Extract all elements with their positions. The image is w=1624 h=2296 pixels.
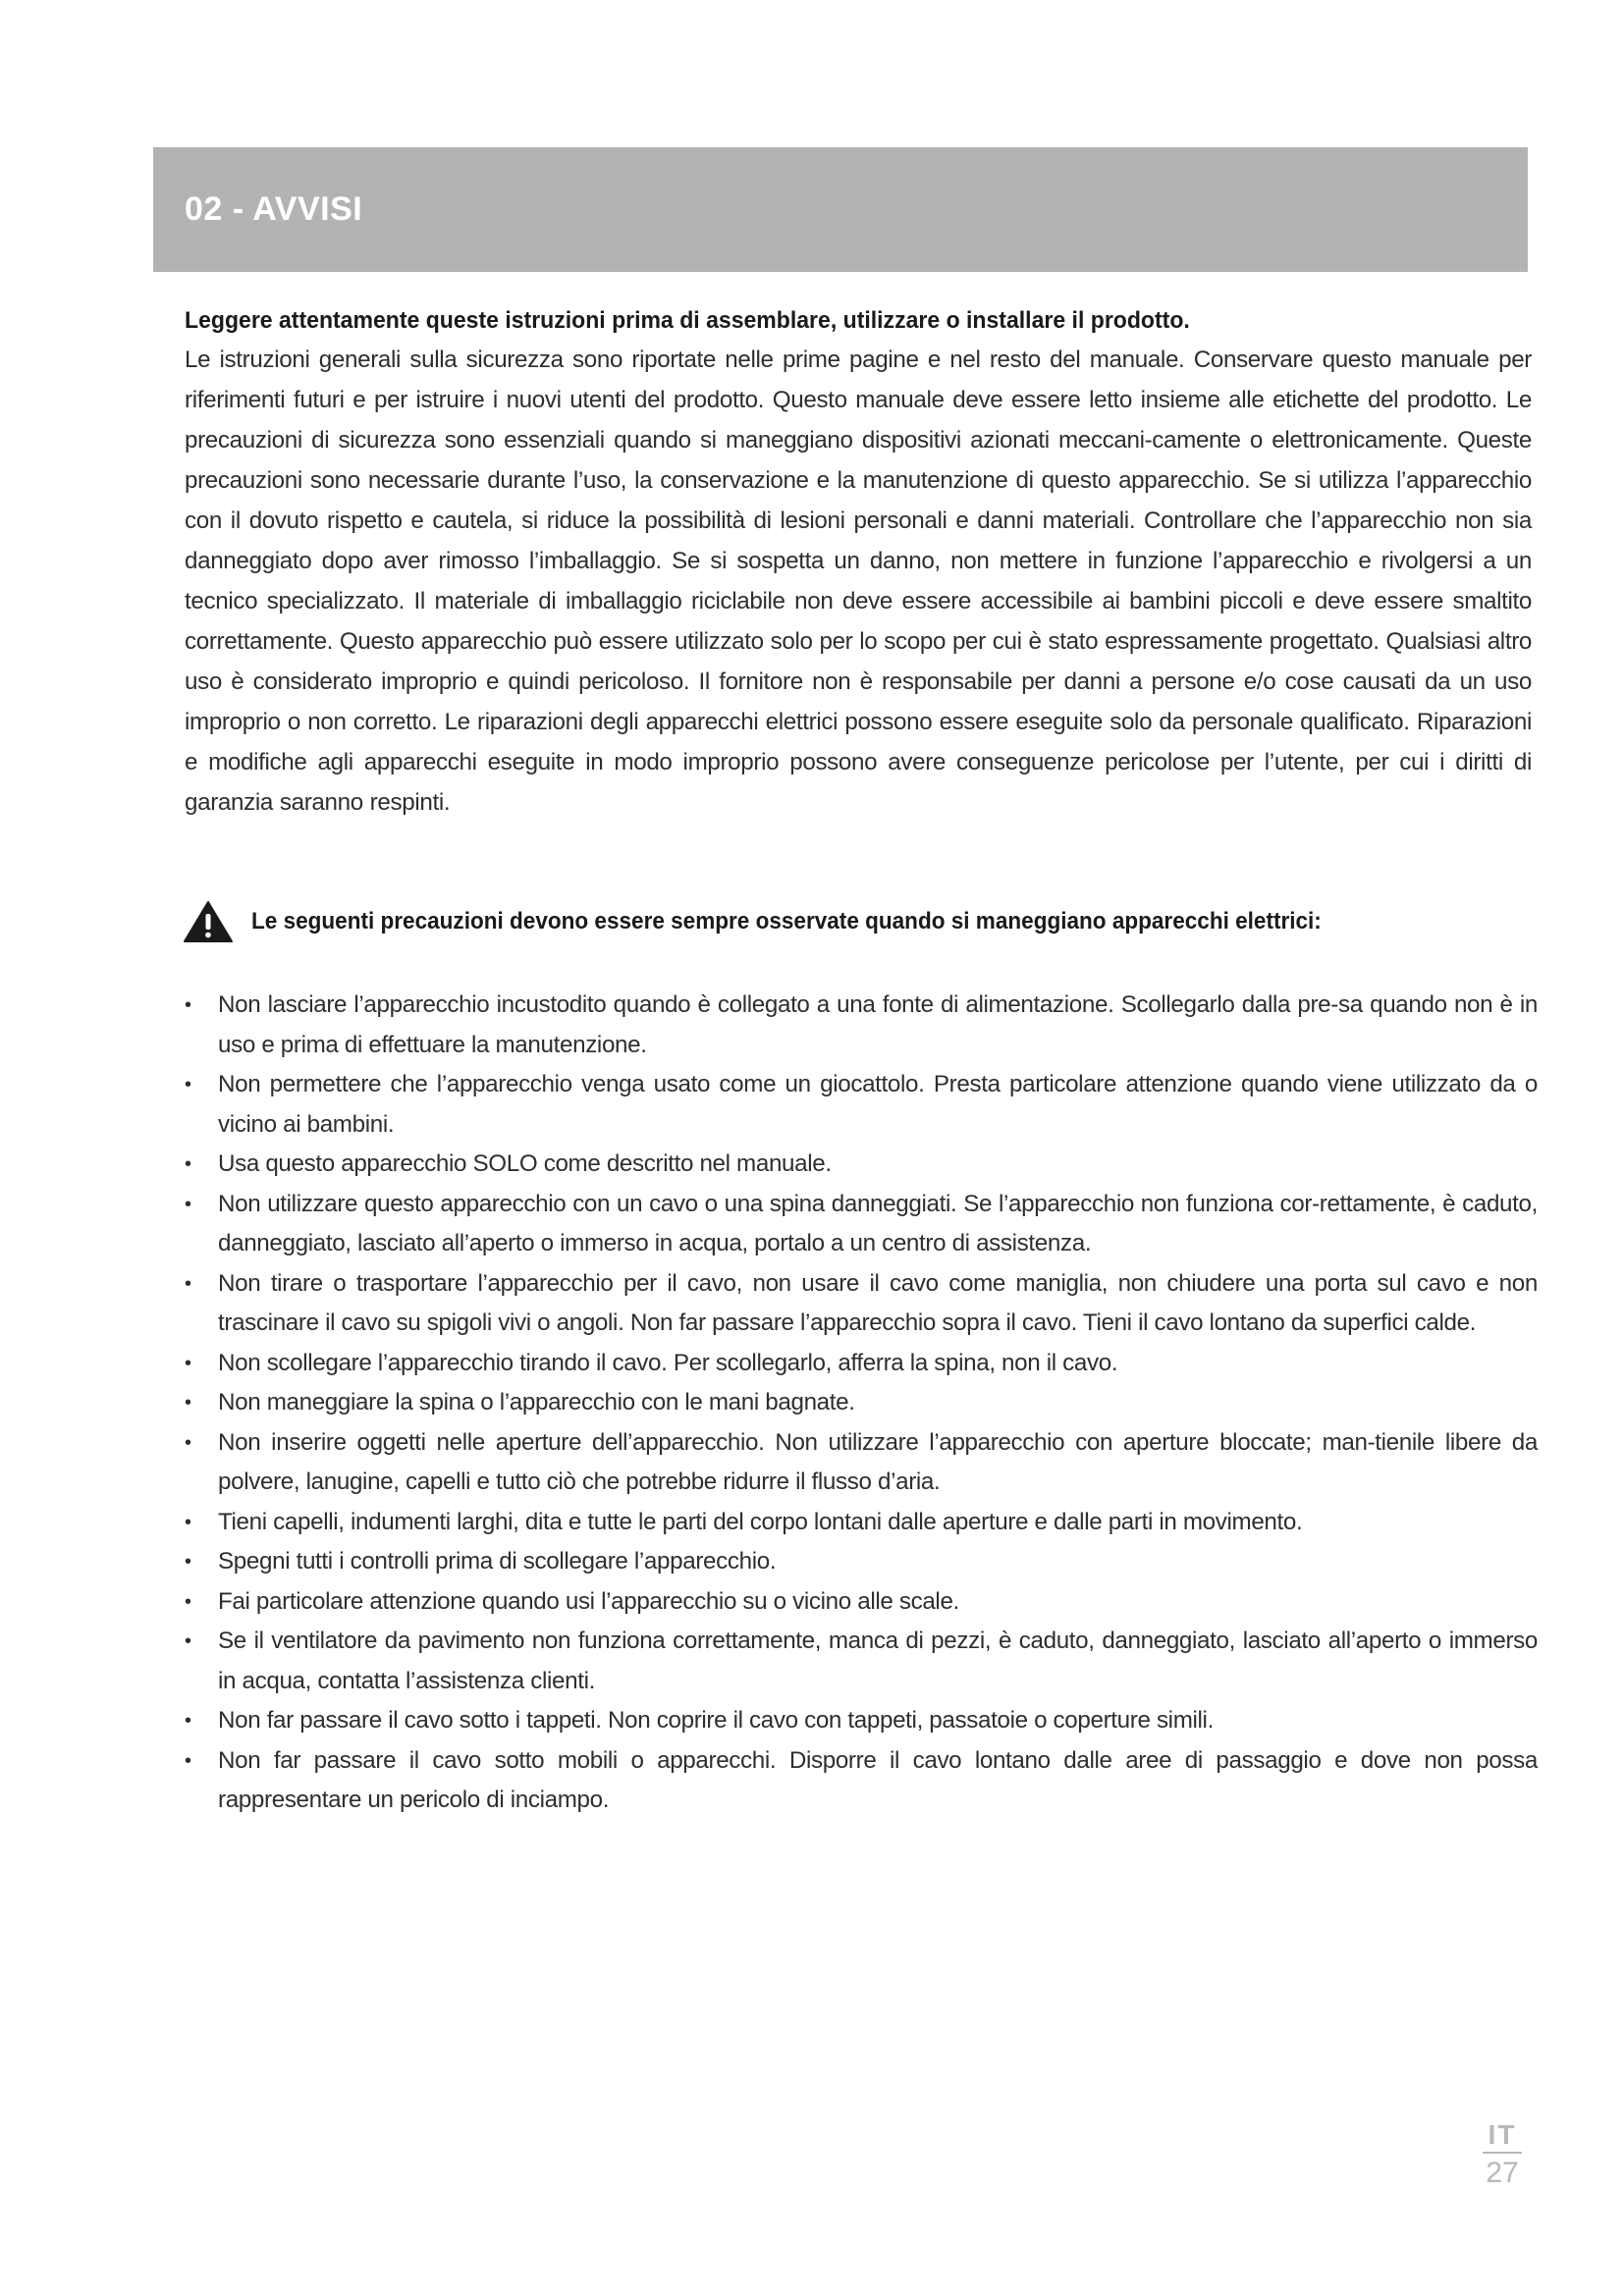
list-item	[183, 1542, 1538, 1582]
page-footer	[1473, 2120, 1532, 2189]
list-item	[183, 1741, 1538, 1821]
list-item-text: Non utilizzare questo apparecchio con un cavo o una spina danneggiati. Se l’apparecchio non funziona cor-rettamente, è caduto, danneggiato, lasciato all’aperto o immerso in acqua, portalo a un centro di assistenza.	[218, 1190, 1538, 1256]
list-item-text: Spegni tutti i controlli prima di scollegare l’apparecchio.	[218, 1548, 777, 1575]
list-item	[183, 1383, 1538, 1423]
bullet-dot: •	[185, 1511, 191, 1533]
list-item-text: Non lasciare l’apparecchio incustodito quando è collegato a una fonte di alimentazione. Scollegarlo dalla pre-sa quando non è in uso e prima di effettuare la manutenzione.	[218, 991, 1538, 1058]
list-item	[183, 1065, 1538, 1145]
bullet-dot: •	[185, 1551, 191, 1573]
list-item	[183, 1264, 1538, 1344]
warning-heading	[183, 897, 1415, 946]
precautions-list	[183, 986, 1538, 1821]
list-item	[183, 1185, 1538, 1264]
bullet-dot: •	[185, 1630, 191, 1652]
page-number: 27	[1486, 2157, 1519, 2189]
bullet-dot: •	[185, 1193, 191, 1215]
footer-divider	[1483, 2152, 1522, 2154]
list-item	[183, 1622, 1538, 1701]
list-item-text: Non inserire oggetti nelle aperture dell’apparecchio. Non utilizzare l’apparecchio con aperture bloccate; man-tienile libere da polvere, lanugine, capelli e tutto ciò che potrebbe ridurre il flusso d’aria.	[218, 1428, 1538, 1495]
list-item	[183, 1145, 1538, 1185]
list-item-text: Tieni capelli, indumenti larghi, dita e tutte le parti del corpo lontani dalle aperture e dalle parti in movimento.	[218, 1508, 1303, 1535]
bullet-dot: •	[185, 1710, 191, 1732]
list-item	[183, 1503, 1538, 1543]
list-item	[183, 986, 1538, 1065]
list-item-text: Non far passare il cavo sotto mobili o apparecchi. Disporre il cavo lontano dalle aree di passaggio e dove non possa rappresentare un pericolo di inciampo.	[218, 1746, 1538, 1813]
bullet-dot: •	[185, 1352, 191, 1374]
list-item-text: Usa questo apparecchio SOLO come descritto nel manuale.	[218, 1150, 832, 1177]
list-item	[183, 1344, 1538, 1384]
list-item	[183, 1582, 1538, 1623]
bullet-dot: •	[185, 1431, 191, 1454]
bullet-dot: •	[185, 1153, 191, 1175]
list-item-text: Non tirare o trasportare l’apparecchio per il cavo, non usare il cavo come maniglia, non chiudere una porta sul cavo e non trascinare il cavo su spigoli vivi o angoli. Non far passare l’apparecchio sopra il cavo. Tieni il cavo lontano da superfici calde.	[218, 1269, 1538, 1336]
list-item-text: Non maneggiare la spina o l’apparecchio con le mani bagnate.	[218, 1389, 855, 1415]
bullet-dot: •	[185, 1749, 191, 1772]
warning-text: Le seguenti precauzioni devono essere sempre osservate quando si maneggiano apparecchi elettrici:	[251, 908, 1322, 934]
bullet-dot: •	[185, 1392, 191, 1414]
bullet-dot: •	[185, 1590, 191, 1613]
list-item-text: Non permettere che l’apparecchio venga usato come un giocattolo. Presta particolare attenzione quando viene utilizzato da o vicino ai bambini.	[218, 1071, 1538, 1138]
list-item-text: Non far passare il cavo sotto i tappeti. Non coprire il cavo con tappeti, passatoie o coperture simili.	[218, 1707, 1214, 1734]
list-item-text: Non scollegare l’apparecchio tirando il cavo. Per scollegarlo, afferra la spina, non il cavo.	[218, 1349, 1118, 1376]
bullet-dot: •	[185, 1074, 191, 1095]
section-title: 02 - AVVISI	[185, 190, 363, 228]
list-item	[183, 1423, 1538, 1503]
list-item-text: Fai particolare attenzione quando usi l’apparecchio su o vicino alle scale.	[218, 1587, 959, 1615]
list-item-text: Se il ventilatore da pavimento non funziona correttamente, manca di pezzi, è caduto, danneggiato, lasciato all’aperto o immerso in acqua, contatta l’assistenza clienti.	[218, 1628, 1538, 1694]
bullet-dot: •	[185, 994, 191, 1016]
list-item	[183, 1701, 1538, 1741]
intro-paragraph: Le istruzioni generali sulla sicurezza sono riportate nelle prime pagine e nel resto del manuale. Conservare questo manuale per riferimenti futuri e per istruire i nuovi utenti del prodotto. Questo manuale deve essere letto insieme alle etichette del prodotto. Le precauzioni di sicurezza sono essenziali quando si maneggiano dispositivi azionati meccani-camente o elettronicamente. Queste precauzioni sono necessarie durante l’uso, la conservazione e la manutenzione di questo apparecchio. Se si utilizza l’apparecchio con il dovuto rispetto e cautela, si riduce la possibilità di lesioni personali e danni materiali. Controllare che l’apparecchio non sia danneggiato dopo aver rimosso l’imballaggio. Se si sospetta un danno, non mettere in funzione l’apparecchio e rivolgersi a un tecnico specializzato. Il materiale di imballaggio riciclabile non deve essere accessibile ai bambini piccoli e deve essere smaltito correttamente. Questo apparecchio può essere utilizzato solo per lo scopo per cui è stato espressamente progettato. Qualsiasi altro uso è considerato improprio e quindi pericoloso. Il fornitore non è responsabile per danni a persone e/o cose causati da un uso improprio o non corretto. Le riparazioni degli apparecchi elettrici possono essere eseguite solo da personale qualificato. Riparazioni e modifiche agli apparecchi eseguite in modo improprio possono avere conseguenze pericolose per l’utente, per cui i diritti di garanzia saranno respinti.	[185, 347, 1532, 816]
intro-heading: Leggere attentamente queste istruzioni prima di assemblare, utilizzare o installare il prodotto.	[185, 307, 1190, 334]
bullet-dot: •	[185, 1272, 191, 1295]
language-code: IT	[1488, 2119, 1517, 2150]
warning-triangle-icon	[183, 900, 234, 943]
intro-section	[185, 302, 1532, 823]
section-header-bar	[153, 147, 1528, 272]
